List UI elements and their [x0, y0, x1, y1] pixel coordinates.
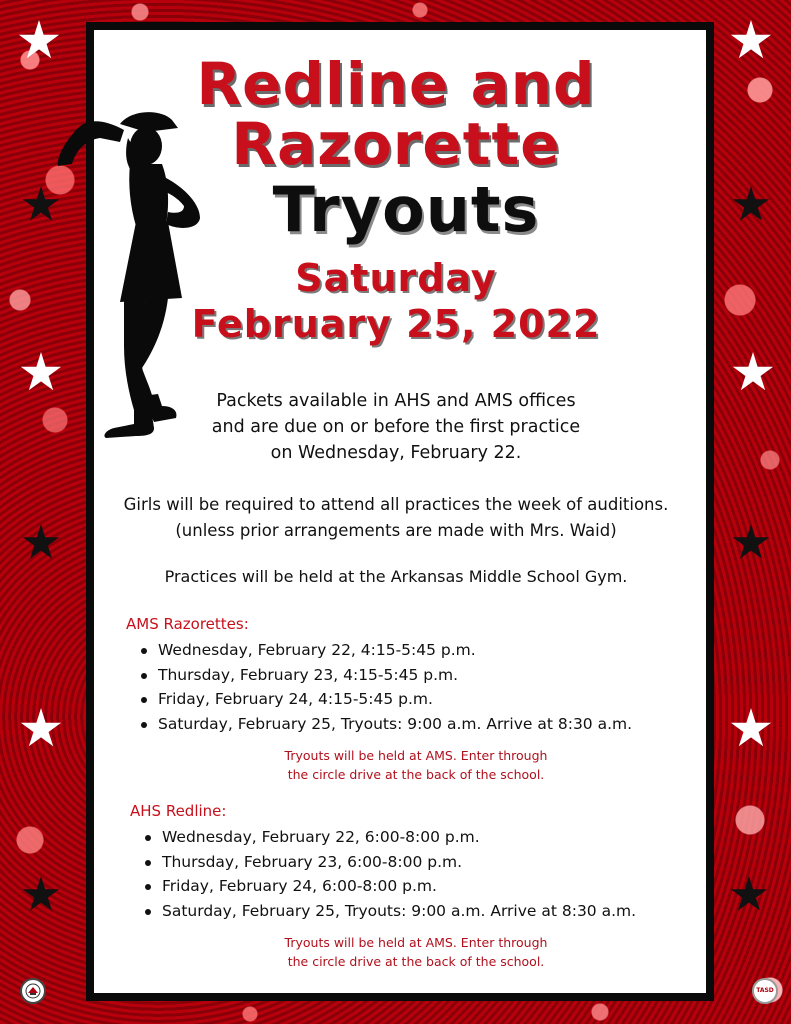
ahs-heading: AHS Redline:: [130, 802, 227, 820]
star-icon: [20, 708, 62, 750]
packets-line-1: Packets available in AHS and AMS offices: [216, 391, 576, 411]
school-seal-icon: [20, 978, 46, 1004]
list-item: Wednesday, February 22, 4:15-5:45 p.m.: [138, 638, 632, 663]
ams-note: [96, 746, 736, 784]
title-line-2: Razorette: [231, 110, 561, 178]
list-item: Friday, February 24, 6:00-8:00 p.m.: [142, 874, 636, 899]
ahs-note: [96, 933, 736, 971]
star-icon: [22, 524, 60, 562]
star-icon: [18, 20, 60, 62]
attendance-info: [96, 492, 696, 544]
star-icon: [730, 876, 768, 914]
title-line-3: Tryouts: [272, 173, 540, 246]
date-day: Saturday: [295, 256, 497, 300]
ams-heading: AMS Razorettes:: [126, 615, 249, 633]
star-icon: [22, 876, 60, 914]
title-line-1: Redline and: [196, 50, 596, 118]
star-icon: [20, 352, 62, 394]
packets-line-3: on Wednesday, February 22.: [270, 443, 522, 463]
list-item: Friday, February 24, 4:15-5:45 p.m.: [138, 687, 632, 712]
attendance-line-2: (unless prior arrangements are made with Mrs. Waid): [175, 521, 617, 540]
star-icon: [732, 352, 774, 394]
tasd-badge-label: TASD: [756, 987, 774, 994]
star-icon: [732, 524, 770, 562]
date-full: February 25, 2022: [191, 302, 601, 346]
attendance-line-1: Girls will be required to attend all practices the week of auditions.: [123, 495, 669, 514]
packets-line-2: and are due on or before the first practice: [211, 417, 581, 437]
star-icon: [730, 20, 772, 62]
list-item: Saturday, February 25, Tryouts: 9:00 a.m. Arrive at 8:30 a.m.: [142, 899, 636, 924]
star-icon: [732, 186, 770, 224]
ams-note-line-2: the circle drive at the back of the school.: [287, 767, 545, 782]
ams-schedule-list: [138, 638, 632, 736]
tasd-badge-icon: [752, 978, 778, 1004]
star-icon: [730, 708, 772, 750]
ams-note-line-1: Tryouts will be held at AMS. Enter through: [284, 748, 548, 763]
packets-info: [96, 388, 696, 466]
ahs-note-line-1: Tryouts will be held at AMS. Enter through: [284, 935, 548, 950]
ahs-schedule-list: [142, 825, 636, 923]
ahs-note-line-2: the circle drive at the back of the school.: [287, 954, 545, 969]
list-item: Wednesday, February 22, 6:00-8:00 p.m.: [142, 825, 636, 850]
location-info: Practices will be held at the Arkansas Middle School Gym.: [164, 567, 628, 586]
list-item: Saturday, February 25, Tryouts: 9:00 a.m. Arrive at 8:30 a.m.: [138, 712, 632, 737]
list-item: Thursday, February 23, 4:15-5:45 p.m.: [138, 663, 632, 688]
list-item: Thursday, February 23, 6:00-8:00 p.m.: [142, 850, 636, 875]
star-icon: [22, 186, 60, 224]
